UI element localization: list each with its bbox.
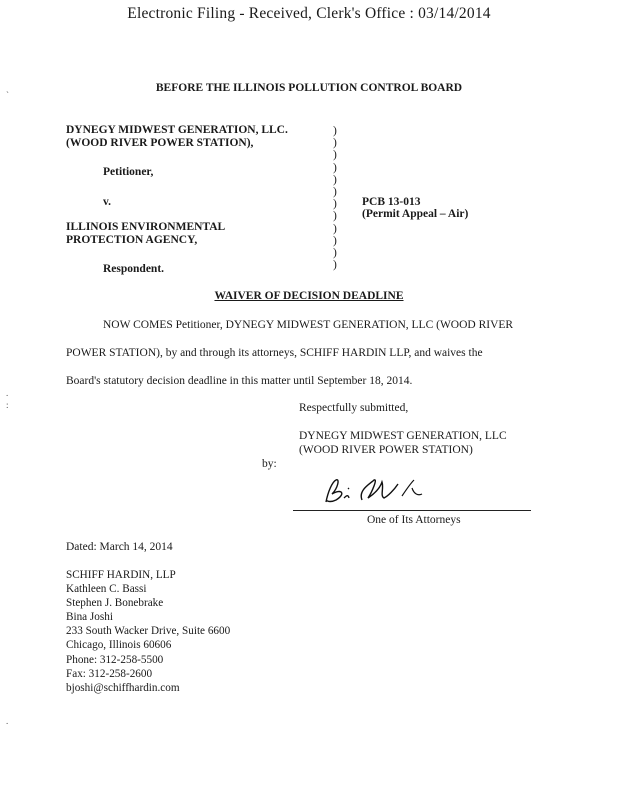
caption-paren: ) <box>333 247 337 260</box>
margin-mark: . <box>6 716 9 726</box>
caption-paren: ) <box>333 186 337 199</box>
handwritten-signature <box>318 474 438 510</box>
respondent-name-line-1: ILLINOIS ENVIRONMENTAL <box>66 221 226 233</box>
caption-paren: ) <box>333 234 337 247</box>
case-type: (Permit Appeal – Air) <box>362 208 469 220</box>
respondent-role: Respondent. <box>103 263 165 275</box>
counsel-phone: Phone: 312-258-5500 <box>66 653 164 666</box>
body-line-1: NOW COMES Petitioner, DYNEGY MIDWEST GENERATION, LLC (WOOD RIVER <box>103 319 514 331</box>
counsel-email: bjoshi@schiffhardin.com <box>66 681 180 694</box>
closing-text: Respectfully submitted, <box>299 402 409 414</box>
counsel-fax: Fax: 312-258-2600 <box>66 667 153 680</box>
document-title: WAIVER OF DECISION DEADLINE <box>214 290 404 302</box>
counsel-block <box>66 568 230 695</box>
petitioner-name-line-1: DYNEGY MIDWEST GENERATION, LLC. <box>66 124 288 136</box>
signatory-party-line-1: DYNEGY MIDWEST GENERATION, LLC <box>299 430 507 442</box>
respondent-name-line-2: PROTECTION AGENCY, <box>66 234 198 246</box>
signatory-role: One of Its Attorneys <box>367 514 461 526</box>
caption-paren-column <box>333 125 343 271</box>
court-heading: BEFORE THE ILLINOIS POLLUTION CONTROL BOARD <box>155 82 463 94</box>
counsel-street: 233 South Wacker Drive, Suite 6600 <box>66 625 231 638</box>
date-line: Dated: March 14, 2014 <box>66 541 173 553</box>
body-line-3: Board's statutory decision deadline in this matter until September 18, 2014. <box>66 375 413 387</box>
by-label: by: <box>262 458 277 470</box>
signatory-party-line-2: (WOOD RIVER POWER STATION) <box>299 444 473 456</box>
petitioner-role: Petitioner, <box>103 166 154 178</box>
counsel-city: Chicago, Illinois 60606 <box>66 639 172 652</box>
counsel-firm: SCHIFF HARDIN, LLP <box>66 569 176 581</box>
margin-mark: ` <box>6 90 9 100</box>
caption-paren: ) <box>333 198 337 211</box>
caption-paren: ) <box>333 210 337 223</box>
caption-paren: ) <box>333 222 337 235</box>
caption-paren: ) <box>333 173 337 186</box>
counsel-attorney: Bina Joshi <box>66 611 113 624</box>
filing-stamp: Electronic Filing - Received, Clerk's Office : 03/14/2014 <box>127 5 491 22</box>
caption-paren: ) <box>333 125 337 137</box>
petitioner-name-line-2: (WOOD RIVER POWER STATION), <box>66 137 254 149</box>
caption-paren: ) <box>333 161 337 174</box>
caption-paren: ) <box>333 149 337 162</box>
signature-line <box>293 510 531 511</box>
margin-mark: : <box>6 400 9 410</box>
case-number: PCB 13-013 <box>362 196 421 208</box>
margin-mark: . <box>6 388 9 398</box>
body-line-2: POWER STATION), by and through its attorneys, SCHIFF HARDIN LLP, and waives the <box>66 347 483 359</box>
caption-paren: ) <box>333 259 337 272</box>
counsel-attorney: Stephen J. Bonebrake <box>66 597 164 610</box>
counsel-attorney: Kathleen C. Bassi <box>66 583 147 596</box>
caption-paren: ) <box>333 137 337 150</box>
versus-label: v. <box>103 196 111 208</box>
